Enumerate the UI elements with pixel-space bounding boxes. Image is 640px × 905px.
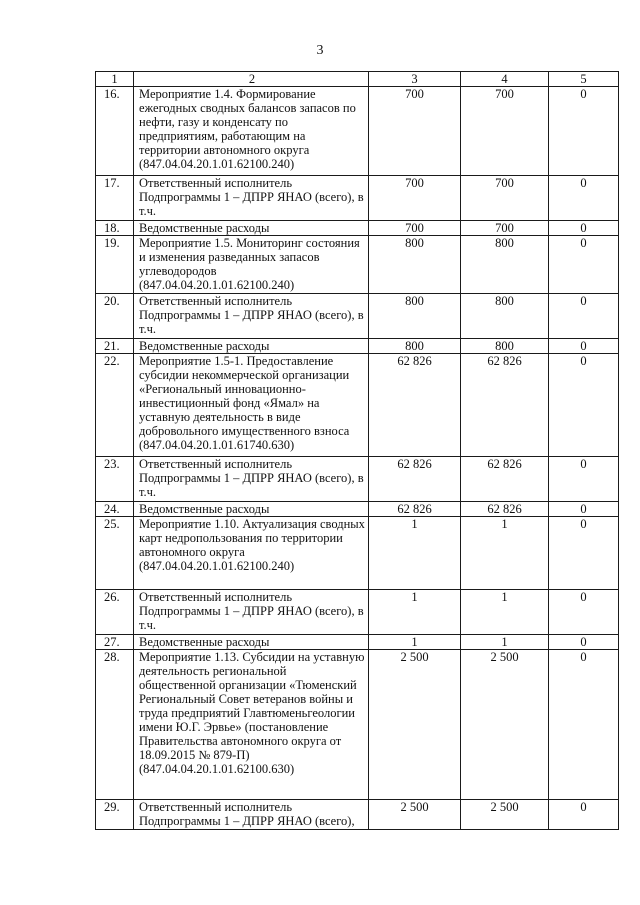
row-number: 23.: [96, 457, 134, 502]
row-value-col5: 0: [549, 236, 619, 294]
row-number: 22.: [96, 354, 134, 457]
row-value-col4: 800: [461, 294, 549, 339]
row-number: 17.: [96, 176, 134, 221]
header-col-2: 2: [134, 72, 369, 87]
table-row: [96, 635, 619, 650]
row-value-col5: 0: [549, 800, 619, 830]
row-value-col5: 0: [549, 339, 619, 354]
row-description: Ведомственные расходы: [134, 635, 369, 650]
row-description: Ответственный исполнитель Подпрограммы 1 – ДПРР ЯНАО (всего),: [134, 800, 369, 830]
row-number: 29.: [96, 800, 134, 830]
header-col-4: 4: [461, 72, 549, 87]
table-row: [96, 800, 619, 830]
row-value-col3: 1: [369, 590, 461, 635]
row-value-col4: 700: [461, 221, 549, 236]
row-value-col3: 62 826: [369, 354, 461, 457]
row-value-col3: 800: [369, 339, 461, 354]
row-description: Ответственный исполнитель Подпрограммы 1 – ДПРР ЯНАО (всего), в т.ч.: [134, 176, 369, 221]
table-row: [96, 650, 619, 800]
table-row: [96, 176, 619, 221]
page-number: 3: [316, 43, 324, 58]
row-description: Мероприятие 1.4. Формирование ежегодных сводных балансов запасов по нефти, газу и конденсату по предприятиям, работающим на территории автономного округа (847.04.04.20.1.01.62100.240): [134, 87, 369, 176]
row-value-col3: 1: [369, 517, 461, 590]
row-description: Мероприятие 1.5. Мониторинг состояния и изменения разведанных запасов углеводородов (847.04.04.20.1.01.62100.240): [134, 236, 369, 294]
row-value-col4: 800: [461, 339, 549, 354]
row-value-col4: 62 826: [461, 457, 549, 502]
row-value-col5: 0: [549, 457, 619, 502]
row-value-col4: 2 500: [461, 800, 549, 830]
row-number: 27.: [96, 635, 134, 650]
header-col-1: 1: [96, 72, 134, 87]
row-number: 20.: [96, 294, 134, 339]
row-number: 28.: [96, 650, 134, 800]
row-value-col3: 700: [369, 87, 461, 176]
table-row: [96, 87, 619, 176]
row-description: Ответственный исполнитель Подпрограммы 1 – ДПРР ЯНАО (всего), в т.ч.: [134, 294, 369, 339]
table-row: [96, 236, 619, 294]
row-value-col4: 62 826: [461, 502, 549, 517]
row-value-col3: 62 826: [369, 502, 461, 517]
row-description: Ведомственные расходы: [134, 502, 369, 517]
row-value-col5: 0: [549, 87, 619, 176]
table-row: [96, 457, 619, 502]
row-value-col5: 0: [549, 517, 619, 590]
table-row: [96, 221, 619, 236]
row-value-col4: 1: [461, 590, 549, 635]
table-row: [96, 354, 619, 457]
row-value-col4: 700: [461, 87, 549, 176]
row-value-col4: 62 826: [461, 354, 549, 457]
row-number: 26.: [96, 590, 134, 635]
row-value-col3: 2 500: [369, 650, 461, 800]
header-col-5: 5: [549, 72, 619, 87]
row-description: Ответственный исполнитель Подпрограммы 1 – ДПРР ЯНАО (всего), в т.ч.: [134, 457, 369, 502]
row-description: Ведомственные расходы: [134, 221, 369, 236]
row-value-col5: 0: [549, 176, 619, 221]
row-value-col4: 1: [461, 517, 549, 590]
row-value-col5: 0: [549, 502, 619, 517]
row-value-col5: 0: [549, 590, 619, 635]
row-value-col3: 62 826: [369, 457, 461, 502]
row-value-col4: 2 500: [461, 650, 549, 800]
row-value-col3: 800: [369, 236, 461, 294]
row-value-col4: 1: [461, 635, 549, 650]
table-row: [96, 517, 619, 590]
row-number: 21.: [96, 339, 134, 354]
row-value-col3: 1: [369, 635, 461, 650]
row-number: 16.: [96, 87, 134, 176]
table-header-row: [96, 72, 619, 87]
row-description: Мероприятие 1.13. Субсидии на уставную деятельность региональной общественной организации «Тюменский Региональный Совет ветеранов войны и труда предприятий Главтюменьгеологии имени Ю.Г. Эрвье» (постановление Правительства автономного округа от 18.09.2015 № 879-П) (847.04.04.20.1.01.62100.630): [134, 650, 369, 800]
row-value-col5: 0: [549, 635, 619, 650]
row-value-col3: 700: [369, 221, 461, 236]
table-row: [96, 339, 619, 354]
row-value-col3: 2 500: [369, 800, 461, 830]
table-row: [96, 294, 619, 339]
row-value-col4: 700: [461, 176, 549, 221]
row-number: 24.: [96, 502, 134, 517]
table-row: [96, 502, 619, 517]
table-row: [96, 590, 619, 635]
row-value-col3: 800: [369, 294, 461, 339]
row-number: 18.: [96, 221, 134, 236]
row-description: Мероприятие 1.10. Актуализация сводных карт недропользования по территории автономного округа (847.04.04.20.1.01.62100.240): [134, 517, 369, 590]
row-number: 25.: [96, 517, 134, 590]
row-value-col4: 800: [461, 236, 549, 294]
row-number: 19.: [96, 236, 134, 294]
row-description: Ответственный исполнитель Подпрограммы 1 – ДПРР ЯНАО (всего), в т.ч.: [134, 590, 369, 635]
row-value-col3: 700: [369, 176, 461, 221]
row-description: Мероприятие 1.5-1. Предоставление субсидии некоммерческой организации «Региональный инновационно-инвестиционный фонд «Ямал» на уставную деятельность в виде добровольного имущественного взноса (847.04.04.20.1.01.61740.630): [134, 354, 369, 457]
row-value-col5: 0: [549, 650, 619, 800]
header-col-3: 3: [369, 72, 461, 87]
row-value-col5: 0: [549, 294, 619, 339]
row-value-col5: 0: [549, 354, 619, 457]
budget-table: [95, 71, 619, 830]
row-description: Ведомственные расходы: [134, 339, 369, 354]
row-value-col5: 0: [549, 221, 619, 236]
